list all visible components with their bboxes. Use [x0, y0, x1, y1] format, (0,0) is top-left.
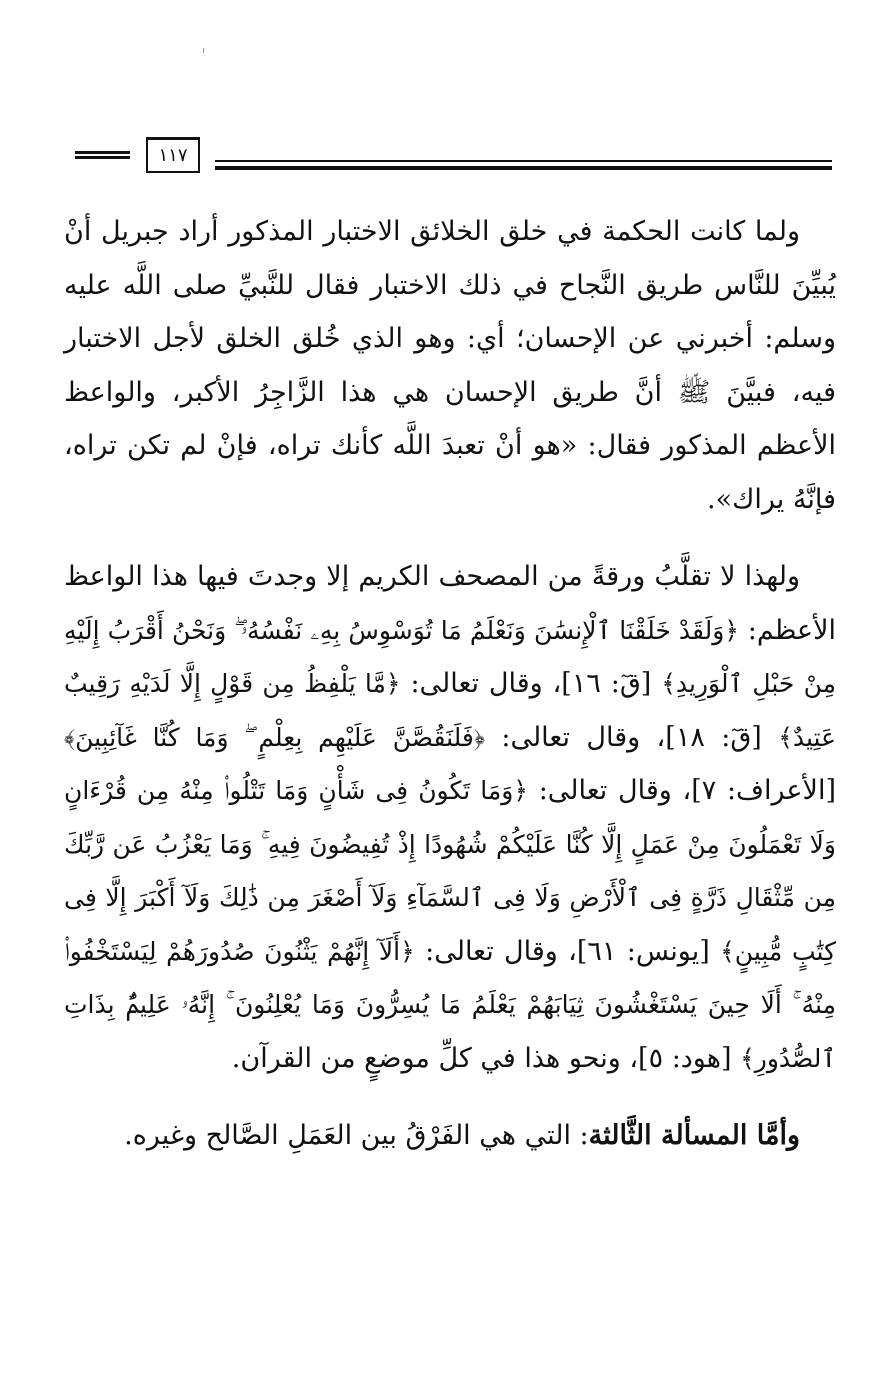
body-text: [64, 205, 836, 1163]
section-heading-inline: وأمَّا المسألة الثَّالثة: [588, 1120, 800, 1151]
header-rule-right: [215, 160, 832, 170]
quran-quote-3: ﴿فَلَنَقُصَّنَّ عَلَيْهِم بِعِلْمٍ ۖ وَمَا كُنَّا غَآئِبِينَ﴾: [64, 722, 485, 752]
paragraph-3-text: : التي هي الفَرْقُ بين العَمَلِ الصَّالح وغيره.: [124, 1120, 589, 1151]
reference-4: [يونس: ٦١]، وقال تعالى:: [414, 935, 721, 967]
paragraph-1: [64, 205, 836, 526]
page-number-text: ١١٧: [158, 145, 188, 166]
quran-quote-1: ﴿وَلَقَدْ خَلَقْنَا ٱلْإِنسَٰنَ وَنَعْلَمُ مَا تُوَسْوِسُ بِهِۦ نَفْسُهُۥ ۖ وَنَحْنُ أَقْرَبُ إِلَيْهِ مِنْ حَبْلِ ٱلْوَرِيدِ﴾: [64, 615, 836, 698]
paragraph-2: [64, 550, 836, 1085]
reference-1: [قٓ: ١٦]، وقال تعالى:: [400, 668, 662, 699]
quran-quote-2: ﴿مَّا يَلْفِظُ مِن قَوْلٍ إِلَّا لَدَيْهِ رَقِيبٌ عَتِيدٌ﴾: [64, 669, 836, 752]
reference-2: [قٓ: ١٨]، وقال تعالى:: [484, 721, 779, 753]
paragraph-1-text: ولما كانت الحكمة في خلق الخلائق الاختبار المذكور أراد جبريل أنْ يُبيِّنَ للنَّاس طريق النَّجاح في ذلك الاختبار فقال للنَّبيِّ صلى اللَّه عليه وسلم: أخبرني عن الإحسان؛ أي: وهو الذي خُلق الخلق لأجل الاختبار فيه، فبيَّنَ ﷺ أنَّ طريق الإحسان هي هذا الزَّاجِرُ الأكبر، والواعظ الأعظم المذكور فقال: «هو أنْ تعبدَ اللَّه كأنك تراه، فإنْ لم تكن تراه، فإنَّهُ يراك».: [64, 216, 836, 515]
quran-quote-5: ﴿أَلَآ إِنَّهُمْ يَثْنُونَ صُدُورَهُمْ لِيَسْتَخْفُوا۟ مِنْهُ ۚ أَلَا حِينَ يَسْتَغْشُونَ ثِيَابَهُمْ يَعْلَمُ مَا يُسِرُّونَ وَمَا يُعْلِنُونَ ۚ إِنَّهُۥ عَلِيمٌۢ بِذَاتِ ٱلصُّدُورِ﴾: [64, 936, 836, 1073]
reference-3: [الأعراف: ٧]، وقال تعالى:: [528, 775, 836, 806]
scan-mark: [203, 48, 204, 53]
header-rule-left: [75, 151, 130, 159]
quran-quote-4: ﴿وَمَا تَكُونُ فِى شَأْنٍ وَمَا تَتْلُوا۟ مِنْهُ مِن قُرْءَانٍ وَلَا تَعْمَلُونَ مِنْ عَمَلٍ إِلَّا كُنَّا عَلَيْكُمْ شُهُودًا إِذْ تُفِيضُونَ فِيهِ ۚ وَمَا يَعْزُبُ عَن رَّبِّكَ مِن مِّثْقَالِ ذَرَّةٍ فِى ٱلْأَرْضِ وَلَا فِى ٱلسَّمَآءِ وَلَآ أَصْغَرَ مِن ذَٰلِكَ وَلَآ أَكْبَرَ إِلَّا فِى كِتَٰبٍ مُّبِينٍ﴾: [64, 776, 836, 966]
paragraph-2-intro: ولهذا لا تقلَّبُ ورقةً من المصحف الكريم إلا وجدتَ فيها هذا الواعظ الأعظم:: [64, 561, 837, 646]
reference-5: [هود: ٥]، ونحو هذا في كلِّ موضعٍ من القرآن.: [231, 1042, 741, 1074]
page-number: [146, 137, 200, 173]
paragraph-3: [64, 1109, 836, 1163]
